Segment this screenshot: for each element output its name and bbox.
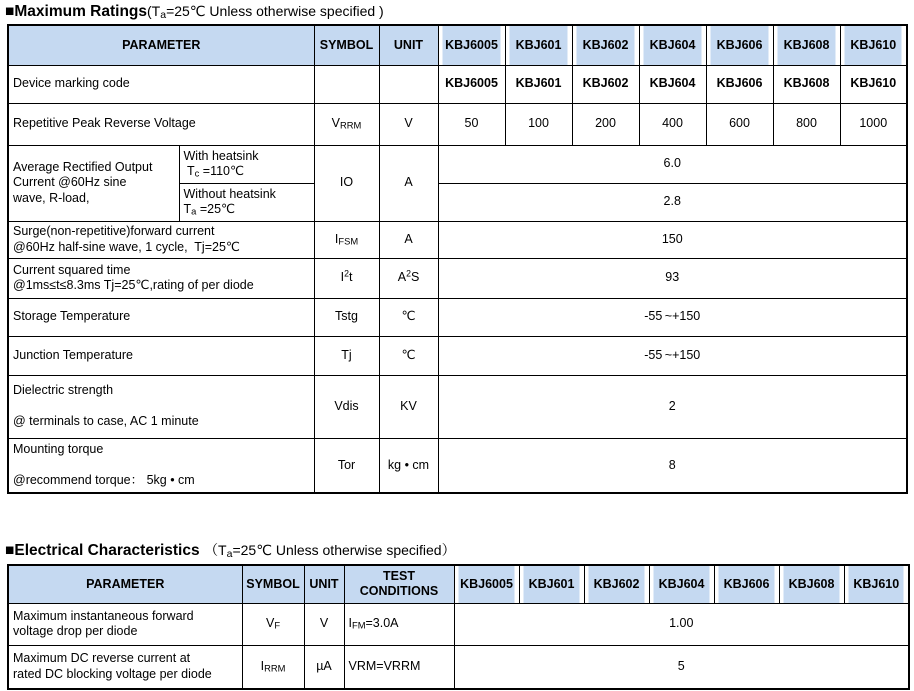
value-cell: 6.0 [438, 145, 907, 183]
symbol-column-header: SYMBOL [242, 565, 304, 603]
parameter-column-header: PARAMETER [8, 565, 242, 603]
param-cell: Storage Temperature [8, 298, 314, 336]
section-title-bold-text: ■Maximum Ratings [5, 3, 147, 20]
symbol-cell: Vdis [314, 375, 379, 438]
device-column-header: KBJ608 [773, 25, 840, 65]
maximum-ratings-table [7, 24, 908, 494]
section-title-electrical-characteristics [5, 541, 914, 560]
value-cell: 400 [639, 103, 706, 145]
symbol-cell: Tstg [314, 298, 379, 336]
device-column-header: KBJ610 [844, 565, 909, 603]
parameter-column-header: PARAMETER [8, 25, 314, 65]
test-condition-cell: VRM=VRRM [344, 645, 454, 689]
value-cell: 2.8 [438, 183, 907, 221]
electrical-characteristics-table [7, 564, 910, 690]
table-row [8, 645, 909, 689]
value-cell: KBJ6005 [438, 65, 505, 103]
device-column-header: KBJ608 [779, 565, 844, 603]
value-cell: 1.00 [454, 603, 909, 645]
table-row [8, 375, 907, 438]
value-cell: 150 [438, 221, 907, 258]
device-column-header: KBJ604 [649, 565, 714, 603]
unit-cell: A [379, 145, 438, 221]
table-row [8, 603, 909, 645]
param-cell: Current squared time @1ms≤t≤8.3ms Tj=25℃,rating of per diode [8, 258, 314, 298]
unit-cell [379, 65, 438, 103]
unit-column-header: UNIT [304, 565, 344, 603]
table-row [8, 145, 907, 183]
device-column-header: KBJ6005 [454, 565, 519, 603]
table-row [8, 103, 907, 145]
device-column-header: KBJ606 [714, 565, 779, 603]
device-column-header: KBJ602 [572, 25, 639, 65]
value-cell: -55 ~+150 [438, 336, 907, 375]
table-row [8, 336, 907, 375]
param-cell: Dielectric strength @ terminals to case, AC 1 minute [8, 375, 314, 438]
value-cell: 5 [454, 645, 909, 689]
param-cell: Repetitive Peak Reverse Voltage [8, 103, 314, 145]
section-title-condition-text: （$T_a=25℃$ Unless otherwise specified） [204, 542, 456, 560]
value-cell: KBJ604 [639, 65, 706, 103]
value-cell: KBJ601 [505, 65, 572, 103]
param-cell: Surge(non-repetitive)forward current @60Hz half-sine wave, 1 cycle, Tj=25℃ [8, 221, 314, 258]
value-cell: 93 [438, 258, 907, 298]
symbol-cell: Tor [314, 438, 379, 493]
table-row [8, 65, 907, 103]
condition-cell: Without heatsink $T_a$ =25℃ [179, 183, 314, 221]
section-title-bold-text: ■Electrical Characteristics [5, 542, 200, 559]
value-cell: -55 ~+150 [438, 298, 907, 336]
table-row [8, 298, 907, 336]
value-cell: KBJ602 [572, 65, 639, 103]
device-column-header: KBJ6005 [438, 25, 505, 65]
param-cell: Maximum instantaneous forward voltage drop per diode [8, 603, 242, 645]
symbol-cell: $I_{RRM}$ [242, 645, 304, 689]
symbol-cell [314, 65, 379, 103]
value-cell: KBJ610 [840, 65, 907, 103]
unit-cell: $A^2S$ [379, 258, 438, 298]
value-cell: KBJ608 [773, 65, 840, 103]
value-cell: 600 [706, 103, 773, 145]
value-cell: 1000 [840, 103, 907, 145]
table-row [8, 438, 907, 493]
device-column-header: KBJ601 [519, 565, 584, 603]
condition-cell: With heatsink $T_c$ =110℃ [179, 145, 314, 183]
unit-column-header: UNIT [379, 25, 438, 65]
device-column-header: KBJ610 [840, 25, 907, 65]
test-conditions-column-header: TEST CONDITIONS [344, 565, 454, 603]
value-cell: 200 [572, 103, 639, 145]
unit-cell: A [379, 221, 438, 258]
param-cell: Average Rectified Output Current @60Hz sine wave, R-load, [8, 145, 179, 221]
value-cell: 50 [438, 103, 505, 145]
section-title-maximum-ratings [5, 2, 914, 21]
unit-cell: V [379, 103, 438, 145]
unit-cell: µA [304, 645, 344, 689]
section-title-condition-text: ($T_a=25℃$ Unless otherwise specified ) [147, 3, 384, 21]
table-row [8, 25, 907, 65]
unit-cell: ℃ [379, 298, 438, 336]
symbol-cell: IO [314, 145, 379, 221]
param-cell: Mounting torque @recommend torque： 5kg • cm [8, 438, 314, 493]
table-row [8, 221, 907, 258]
device-column-header: KBJ604 [639, 25, 706, 65]
value-cell: 100 [505, 103, 572, 145]
symbol-cell: $I^2t$ [314, 258, 379, 298]
symbol-cell: $I_{FSM}$ [314, 221, 379, 258]
device-column-header: KBJ606 [706, 25, 773, 65]
param-cell: Device marking code [8, 65, 314, 103]
unit-cell: KV [379, 375, 438, 438]
table-row [8, 565, 909, 603]
unit-cell: kg • cm [379, 438, 438, 493]
symbol-cell: $V_F$ [242, 603, 304, 645]
unit-cell: V [304, 603, 344, 645]
datasheet-page [0, 2, 914, 691]
table-row [8, 258, 907, 298]
unit-cell: ℃ [379, 336, 438, 375]
symbol-column-header: SYMBOL [314, 25, 379, 65]
param-cell: Maximum DC reverse current at rated DC blocking voltage per diode [8, 645, 242, 689]
test-condition-cell: $I_{FM}=3.0A$ [344, 603, 454, 645]
device-column-header: KBJ602 [584, 565, 649, 603]
value-cell: 2 [438, 375, 907, 438]
device-column-header: KBJ601 [505, 25, 572, 65]
value-cell: KBJ606 [706, 65, 773, 103]
param-cell: Junction Temperature [8, 336, 314, 375]
value-cell: 8 [438, 438, 907, 493]
symbol-cell: Tj [314, 336, 379, 375]
value-cell: 800 [773, 103, 840, 145]
symbol-cell: $V_{RRM}$ [314, 103, 379, 145]
